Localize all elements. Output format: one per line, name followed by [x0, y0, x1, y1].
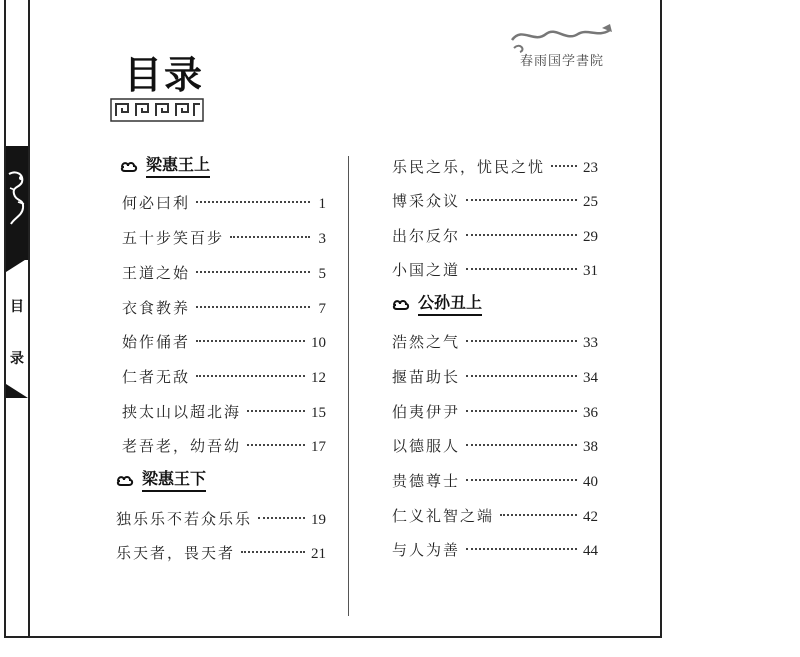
toc-entry[interactable] [392, 539, 598, 559]
spine-tab-top [6, 258, 28, 272]
entry-title: 仁义礼智之端 [392, 507, 495, 525]
book-spine [6, 0, 30, 636]
entry-page: 1 [318, 196, 326, 212]
leader-dots [466, 444, 577, 446]
toc-entry[interactable] [392, 470, 598, 490]
toc-entry[interactable] [392, 259, 598, 279]
entry-page: 15 [311, 405, 326, 421]
toc-entry[interactable] [392, 401, 598, 421]
cloud-ornament-icon [392, 298, 410, 312]
entry-title: 乐天者，畏天者 [116, 544, 236, 562]
toc-entry[interactable] [116, 542, 326, 562]
entry-title: 乐民之乐，忧民之忧 [392, 158, 546, 176]
entry-page: 44 [583, 543, 598, 559]
entry-page: 38 [583, 439, 598, 455]
leader-dots [196, 340, 305, 342]
toc-entry[interactable] [392, 435, 598, 455]
entry-title: 始作俑者 [122, 333, 191, 351]
leader-dots [196, 306, 310, 308]
dragon-ornament-icon [6, 168, 28, 228]
entry-page: 29 [583, 229, 598, 245]
leader-dots [247, 444, 305, 446]
entry-page: 7 [318, 301, 326, 317]
entry-page: 23 [583, 160, 598, 176]
page-title: 目录 [124, 53, 205, 97]
leader-dots [466, 340, 577, 342]
toc-entry[interactable] [122, 297, 326, 317]
entry-title: 老吾老，幼吾幼 [122, 437, 242, 455]
entry-page: 25 [583, 194, 598, 210]
entry-page: 36 [583, 405, 598, 421]
entry-page: 42 [583, 509, 598, 525]
entry-page: 31 [583, 263, 598, 279]
entry-page: 3 [318, 231, 326, 247]
entry-title: 与人为善 [392, 541, 461, 559]
entry-title: 独乐乐不若众乐乐 [116, 510, 253, 528]
entry-title: 出尔反尔 [392, 227, 461, 245]
entry-page: 5 [318, 266, 326, 282]
toc-entry[interactable] [392, 225, 598, 245]
section-heading [116, 470, 206, 492]
leader-dots [466, 199, 577, 201]
leader-dots [466, 375, 577, 377]
entry-title: 小国之道 [392, 261, 461, 279]
toc-entry[interactable] [122, 262, 326, 282]
toc-entry[interactable] [122, 227, 326, 247]
leader-dots [196, 201, 310, 203]
leader-dots [230, 236, 310, 238]
toc-entry[interactable] [392, 190, 598, 210]
section-title: 公孙丑上 [418, 294, 482, 316]
spine-char-1: 目 [10, 299, 24, 315]
leader-dots [466, 548, 577, 550]
toc-entry[interactable] [122, 192, 326, 212]
toc-entry[interactable] [116, 508, 326, 528]
entry-title: 揠苗助长 [392, 368, 461, 386]
entry-title: 以德服人 [392, 437, 461, 455]
entry-page: 34 [583, 370, 598, 386]
entry-title: 仁者无敌 [122, 368, 191, 386]
section-heading [392, 294, 482, 316]
toc-entry[interactable] [122, 331, 326, 351]
leader-dots [241, 551, 305, 553]
section-title: 梁惠王下 [142, 470, 206, 492]
entry-page: 10 [311, 335, 326, 351]
spine-tab-bottom [6, 384, 28, 398]
leader-dots [500, 514, 577, 516]
leader-dots [551, 165, 577, 167]
leader-dots [196, 375, 305, 377]
leader-dots [196, 271, 310, 273]
toc-entry[interactable] [392, 331, 598, 351]
toc-entry[interactable] [122, 366, 326, 386]
entry-page: 12 [311, 370, 326, 386]
entry-title: 浩然之气 [392, 333, 461, 351]
toc-entry[interactable] [122, 435, 326, 455]
toc-entry[interactable] [122, 401, 326, 421]
leader-dots [247, 410, 305, 412]
section-heading [120, 156, 210, 178]
toc-entry[interactable] [392, 156, 598, 176]
entry-title: 何必曰利 [122, 194, 191, 212]
toc-entry[interactable] [392, 505, 598, 525]
entry-page: 40 [583, 474, 598, 490]
cloud-ornament-icon [120, 160, 138, 174]
entry-title: 衣食教养 [122, 299, 191, 317]
entry-title: 五十步笑百步 [122, 229, 225, 247]
entry-title: 王道之始 [122, 264, 191, 282]
entry-page: 19 [311, 512, 326, 528]
fret-pattern-icon [110, 98, 204, 122]
entry-title: 伯夷伊尹 [392, 403, 461, 421]
entry-page: 17 [311, 439, 326, 455]
book-page [4, 0, 662, 638]
leader-dots [466, 479, 577, 481]
entry-page: 33 [583, 335, 598, 351]
cloud-ornament-icon [116, 474, 134, 488]
entry-title: 博采众议 [392, 192, 461, 210]
spine-char-2: 录 [10, 351, 24, 367]
leader-dots [466, 234, 577, 236]
publisher-logo-text: 春雨国学書院 [519, 54, 604, 69]
leader-dots [466, 410, 577, 412]
section-title: 梁惠王上 [146, 156, 210, 178]
column-divider [348, 156, 349, 616]
entry-title: 挟太山以超北海 [122, 403, 242, 421]
entry-title: 贵德尊士 [392, 472, 461, 490]
leader-dots [466, 268, 577, 270]
leader-dots [258, 517, 305, 519]
toc-entry[interactable] [392, 366, 598, 386]
entry-page: 21 [311, 546, 326, 562]
